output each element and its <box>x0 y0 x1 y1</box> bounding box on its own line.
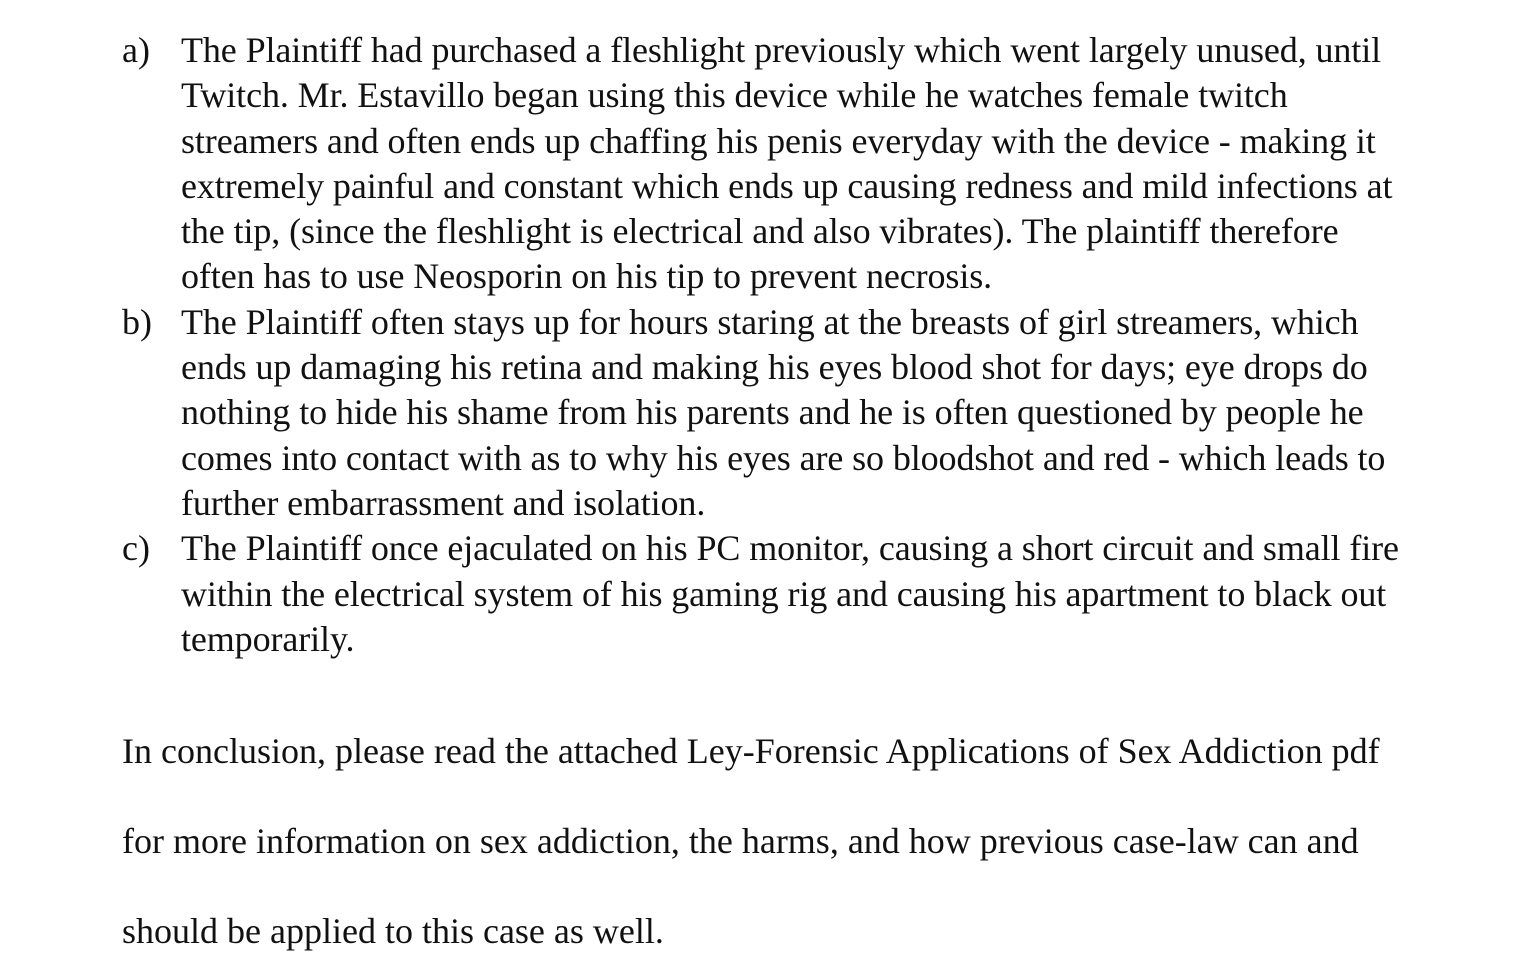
text-line: ends up damaging his retina and making his eyes blood shot for days; eye drops do <box>181 347 1368 388</box>
text-line: within the electrical system of his gaming rig and causing his apartment to black out <box>181 573 1387 614</box>
text-line: The Plaintiff once ejaculated on his PC monitor, causing a short circuit and small fire <box>181 528 1399 569</box>
text-line: nothing to hide his shame from his parents and he is often questioned by people he <box>181 392 1364 433</box>
list-item-c-text <box>181 526 1517 662</box>
text-line: The Plaintiff had purchased a fleshlight previously which went largely unused, until <box>181 30 1382 70</box>
list-item-c <box>122 526 1517 662</box>
text-line: should be applied to this case as well. <box>122 911 664 951</box>
list-item-a-text <box>181 28 1517 300</box>
text-line: Twitch. Mr. Estavillo began using this device while he watches female twitch <box>181 75 1288 116</box>
text-line: the tip, (since the fleshlight is electrical and also vibrates). The plaintiff therefore <box>181 211 1339 252</box>
list-marker-c: c) <box>122 528 150 569</box>
text-line: In conclusion, please read the attached Ley-Forensic Applications of Sex Addiction pdf <box>122 731 1380 771</box>
list-marker-a: a) <box>122 30 150 70</box>
list-item-b <box>122 300 1517 526</box>
list-marker-b: b) <box>122 301 152 342</box>
list-item-b-text <box>181 300 1517 526</box>
text-line: often has to use Neosporin on his tip to prevent necrosis. <box>181 256 993 297</box>
text-line: The Plaintiff often stays up for hours staring at the breasts of girl streamers, which <box>181 301 1359 342</box>
conclusion-paragraph <box>122 706 1517 976</box>
text-line: comes into contact with as to why his eyes are so bloodshot and red - which leads to <box>181 437 1386 478</box>
list-item-a <box>122 28 1517 300</box>
text-line: for more information on sex addiction, the harms, and how previous case-law can and <box>122 821 1359 861</box>
text-line: extremely painful and constant which ends up causing redness and mild infections at <box>181 165 1393 206</box>
text-line: further embarrassment and isolation. <box>181 482 706 523</box>
lettered-list <box>122 28 1517 662</box>
text-line: streamers and often ends up chaffing his penis everyday with the device - making it <box>181 120 1376 161</box>
text-line: temporarily. <box>181 618 355 659</box>
